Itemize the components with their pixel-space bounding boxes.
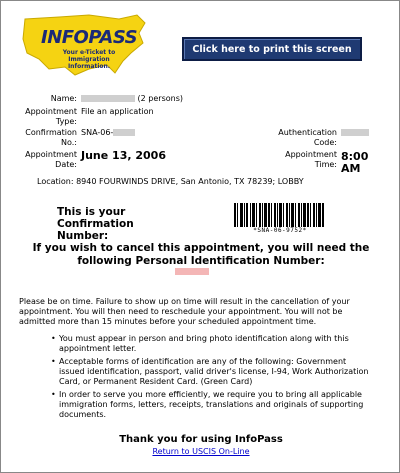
location	[37, 177, 304, 187]
confirmation-heading: This is your Confirmation Number:	[57, 206, 134, 242]
type-label: Appointment Type:	[25, 107, 77, 126]
print-button[interactable]: Click here to print this screen	[182, 37, 362, 61]
name-value	[81, 94, 183, 104]
authentication-label: Authentication Code:	[278, 128, 337, 147]
list-item: • Acceptable forms of identification are any of the following: Government issued identification, passport, valid driver's license, I-94, Work Authorization Card, or Permanent Resident Card. (Green Card)	[51, 357, 371, 387]
logo-text: INFOPASS	[41, 27, 138, 48]
authentication-value	[341, 128, 369, 138]
pin-redaction	[175, 268, 209, 275]
confirmation-prefix: SNA-06-	[81, 128, 114, 137]
type-value: File an application	[81, 107, 154, 116]
cancel-notice: If you wish to cancel this appointment, you will need the following Personal Identification Number:	[32, 242, 370, 267]
confirmation-redaction	[113, 129, 135, 136]
requirements-list	[51, 334, 371, 423]
date-value: June 13, 2006	[81, 149, 166, 162]
thanks-text: Thank you for using InfoPass	[119, 434, 283, 445]
location-label: Location:	[37, 177, 74, 186]
location-value: 8940 FOURWINDS DRIVE, San Antonio, TX 78239; LOBBY	[76, 177, 304, 186]
authentication-redaction	[341, 129, 369, 136]
time-label: Appointment Time:	[285, 150, 337, 169]
infopass-logo	[19, 9, 149, 81]
name-redaction	[81, 95, 135, 102]
name-suffix: (2 persons)	[137, 94, 184, 103]
confirmation-label: Confirmation No.:	[25, 128, 77, 147]
name-label: Name:	[50, 94, 77, 103]
logo-tagline: Your e-Ticket to Immigration Information.	[62, 49, 116, 70]
list-item: • In order to serve you more efficiently, we require you to bring all applicable immigration forms, letters, receipts, translations and originals of supporting documents.	[51, 390, 371, 420]
date-label: Appointment Date:	[25, 150, 77, 169]
confirmation-value	[81, 128, 135, 138]
return-link[interactable]: Return to USCIS On-Line	[152, 447, 250, 456]
on-time-notice: Please be on time. Failure to show up on time will result in the cancellation of your appointment. You will then need to reschedule your appointment. You will not be admitted more than 15 minutes before your scheduled appointment time.	[19, 297, 350, 326]
list-item: • You must appear in person and bring photo identification along with this appointment letter.	[51, 334, 371, 354]
barcode-text: *SNA-06-9752*	[253, 227, 307, 234]
time-value: 8:00 AM	[341, 150, 369, 175]
